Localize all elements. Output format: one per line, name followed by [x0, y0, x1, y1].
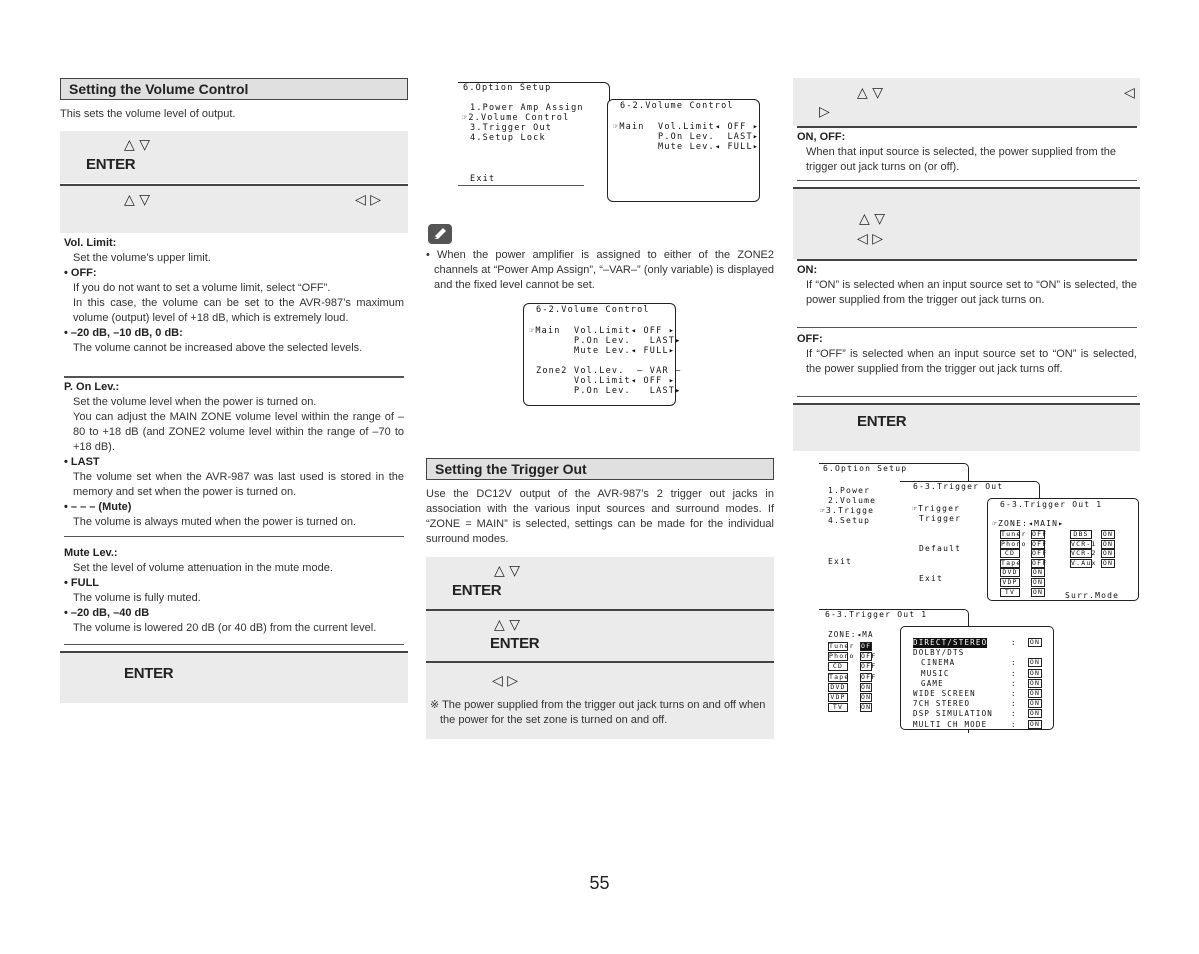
- source-state-box: ON: [1032, 578, 1044, 586]
- p-on-desc1: Set the volume level when the power is turned on.: [73, 396, 317, 408]
- volume-intro: This sets the volume level of output.: [60, 108, 236, 120]
- source-name-box: VDP: [1000, 578, 1020, 587]
- colon-separator: :: [1011, 658, 1017, 668]
- source-state-box: OFF: [861, 642, 877, 650]
- source-name-box: DVD: [828, 683, 848, 692]
- off-block: [797, 332, 1137, 377]
- enter-label: ENTER: [857, 413, 907, 430]
- screen-item: Vol.Limit◂ OFF ▸: [574, 326, 676, 336]
- surround-mode-label: MUSIC: [921, 668, 950, 678]
- surr-mode-label: Surr.Mode: [1065, 591, 1120, 600]
- mode-state-box: ON: [1029, 658, 1041, 667]
- colon-separator: :: [1011, 638, 1017, 647]
- enter-label: ENTER: [124, 665, 174, 682]
- screen-item: Mute Lev.◂ FULL▸: [658, 142, 760, 152]
- screen-item: 1.Power Amp Assign: [470, 103, 584, 113]
- off-desc: If “OFF” is selected when an input source set to “ON” is selected, the power supplied from the trigger out jack turns off.: [806, 348, 1137, 375]
- divider: [797, 180, 1137, 181]
- up-down-arrow-icon: △ ▽: [124, 137, 150, 153]
- colon-separator: :: [1011, 668, 1017, 678]
- source-state-box: ON: [861, 703, 872, 712]
- divider: [64, 644, 404, 645]
- p-on-mute-heading: • – – – (Mute): [64, 501, 132, 513]
- step-box-2: [60, 186, 408, 233]
- source-name-box: V.Aux: [1071, 558, 1097, 567]
- source-name-box: TV: [828, 703, 848, 712]
- source-state-box: OFF: [861, 652, 877, 661]
- source-state-box: ON: [1102, 539, 1114, 548]
- surround-mode-label: CINEMA: [921, 658, 956, 668]
- on-off-desc: When that input source is selected, the power supplied from the trigger out jack turns on (or off).: [806, 146, 1117, 173]
- surround-mode-screen: [900, 626, 1054, 730]
- section-title-volume-control: Setting the Volume Control: [60, 78, 408, 100]
- step-box-4: [426, 557, 774, 609]
- step-box-7: [793, 78, 1140, 126]
- source-state-box: ON: [1102, 549, 1114, 558]
- screen-item: Vol.Lev. – VAR –: [574, 366, 682, 376]
- on-off-block: [797, 130, 1137, 175]
- screen-item: ☞Main: [613, 122, 645, 132]
- mode-state-box: ON: [1029, 699, 1041, 708]
- up-down-arrow-icon: △ ▽: [859, 211, 885, 227]
- p-on-heading: P. On Lev.:: [64, 381, 120, 393]
- screen-exit: Exit: [470, 174, 496, 184]
- screen-item: P.On Lev. LAST▸: [574, 336, 682, 346]
- divider: [458, 185, 584, 186]
- vol-limit-desc: Set the volume's upper limit.: [73, 252, 211, 264]
- screen-title: 6-2.Volume Control: [536, 305, 650, 315]
- mute-lev-db-desc: The volume is lowered 20 dB (or 40 dB) from the current level.: [73, 622, 377, 634]
- source-name-box: DBS: [1070, 530, 1092, 539]
- trigger-intro: Use the DC12V output of the AVR-987’s 2 trigger out jacks in association with the various input sources and surround modes. If “ZONE = MAIN” is selected, settings can be made for the individual surround modes.: [426, 488, 774, 545]
- screen-item: Default: [919, 544, 962, 553]
- mode-state-box: ON: [1029, 719, 1041, 728]
- p-on-mute-desc: The volume is always muted when the power is turned on.: [73, 516, 357, 528]
- source-state-box: OFF: [1032, 539, 1048, 548]
- screen-item: P.On Lev. LAST▸: [658, 132, 760, 142]
- on-heading: ON:: [797, 264, 818, 276]
- screen-title: 6-3.Trigger Out: [913, 482, 1004, 491]
- up-down-arrow-icon: △ ▽: [857, 85, 883, 101]
- screen-exit: Exit: [828, 557, 853, 566]
- source-state-box: OFF: [1032, 549, 1048, 558]
- source-name-box: CD: [1000, 549, 1020, 558]
- step-box-1: [60, 131, 408, 183]
- source-name-box: DVD: [1000, 568, 1020, 577]
- screen-item: 4.Setup Lock: [470, 133, 546, 143]
- divider: [797, 259, 1137, 261]
- pencil-icon: [428, 224, 452, 244]
- screen-item: Vol.Limit◂ OFF ▸: [574, 376, 676, 386]
- vol-limit-heading: Vol. Limit:: [64, 237, 117, 249]
- step-box-9: [793, 405, 1140, 451]
- left-right-arrow-icon: ◁ ▷: [355, 192, 381, 208]
- trigger-out-1-screen: [987, 498, 1139, 601]
- page-number: 55: [589, 873, 610, 893]
- source-state-box: OFF: [1032, 530, 1048, 538]
- p-on-last-desc: The volume set when the AVR-987 was last used is stored in the memory and set when the power is turned on.: [73, 471, 404, 498]
- source-state-box: OFF: [861, 662, 877, 671]
- screen-title: 6.Option Setup: [463, 83, 552, 93]
- source-name-box: Phono: [1001, 539, 1027, 548]
- screen-item: 3.Trigger Out: [470, 123, 553, 133]
- mute-lev-heading: Mute Lev.:: [64, 547, 118, 559]
- colon-separator: :: [1011, 719, 1017, 729]
- screen-item: ☞2.Volume Control: [462, 113, 570, 123]
- left-right-arrow-icon: ◁ ▷: [492, 673, 518, 689]
- mode-state-box: ON: [1029, 638, 1041, 646]
- surround-mode-label: MULTI CH MODE: [913, 719, 988, 729]
- source-name-box: Tape: [1001, 558, 1022, 567]
- left-right-arrow-icon: ◁ ▷: [857, 231, 883, 247]
- right-arrow-icon: ▷: [819, 104, 830, 120]
- source-name-box: Tape: [829, 672, 850, 681]
- divider: [797, 327, 1137, 328]
- mode-state-box: ON: [1029, 678, 1041, 687]
- p-on-block: [64, 380, 404, 530]
- source-state-box: ON: [861, 693, 872, 701]
- colon-separator: :: [1011, 689, 1017, 698]
- vol-limit-off-line1: If you do not want to set a volume limit, select “OFF”.: [73, 282, 331, 294]
- mode-state-box: ON: [1029, 709, 1041, 718]
- source-state-box: ON: [1032, 568, 1044, 577]
- step-box-3: [60, 653, 408, 703]
- footnote: ※ The power supplied from the trigger out jack turns on and off when the power for the set zone is turned on and off.: [430, 699, 766, 726]
- on-off-heading: ON, OFF:: [797, 131, 846, 143]
- source-state-box: OFF: [861, 672, 877, 681]
- vol-limit-db-heading: • –20 dB, –10 dB, 0 dB:: [64, 327, 183, 339]
- note-text: • When the power amplifier is assigned to either of the ZONE2 channels at “Power Amp Assign”, “–VAR–” (only variable) is displayed and the fixed level cannot be set.: [426, 249, 774, 291]
- colon-separator: :: [1011, 678, 1017, 688]
- screen-zone: ZONE:◂MA: [828, 630, 874, 639]
- divider: [64, 376, 404, 378]
- source-state-box: ON: [1102, 558, 1114, 567]
- left-arrow-icon: ◁: [1124, 85, 1135, 101]
- volume-control-zone2-screen: [523, 303, 682, 406]
- source-name-box: Tuner: [1001, 530, 1027, 538]
- divider: [64, 536, 404, 537]
- off-heading: OFF:: [797, 333, 823, 345]
- volume-control-screen: [607, 99, 760, 202]
- mode-state-box: ON: [1029, 689, 1041, 697]
- vol-limit-off-line2: In this case, the volume can be set to the AVR-987’s maximum volume (output) level of +18 dB, which is extremely loud.: [73, 297, 404, 324]
- screen-item: P.On Lev. LAST▸: [574, 386, 682, 396]
- screen-item: ☞Trigger: [912, 504, 961, 513]
- mute-lev-full-heading: • FULL: [64, 577, 100, 589]
- mute-lev-block: [64, 546, 404, 636]
- colon-separator: :: [1011, 709, 1017, 719]
- colon-separator: :: [1011, 699, 1017, 709]
- screen-exit: Exit: [919, 574, 944, 583]
- source-name-box: TV: [1000, 588, 1020, 597]
- source-name-box: Phono: [829, 652, 855, 661]
- vol-limit-off-heading: • OFF:: [64, 267, 97, 279]
- divider: [797, 126, 1137, 128]
- source-name-box: VDP: [828, 693, 848, 702]
- source-name-box: VCR-1: [1071, 539, 1097, 548]
- mute-lev-db-heading: • –20 dB, –40 dB: [64, 607, 150, 619]
- step-box-5: [426, 611, 774, 661]
- surround-mode-label: 7CH STEREO: [913, 699, 971, 709]
- enter-label: ENTER: [490, 635, 540, 652]
- surround-mode-label: DOLBY/DTS: [913, 648, 965, 658]
- source-name-box: Tuner: [829, 642, 855, 650]
- mode-state-box: ON: [1029, 668, 1041, 677]
- screen-item: 1.Power: [828, 486, 871, 495]
- up-down-arrow-icon: △ ▽: [494, 617, 520, 633]
- mute-lev-desc: Set the level of volume attenuation in the mute mode.: [73, 562, 333, 574]
- vol-limit-db-desc: The volume cannot be increased above the selected levels.: [73, 342, 363, 354]
- screen-item: Mute Lev.◂ FULL▸: [574, 346, 676, 356]
- step-box-6: [426, 663, 774, 739]
- section-title-trigger-out: Setting the Trigger Out: [426, 458, 774, 480]
- enter-label: ENTER: [452, 582, 502, 599]
- surround-mode-label: DIRECT/STEREO: [913, 638, 988, 647]
- screen-title: 6-2.Volume Control: [620, 101, 734, 111]
- vol-limit-block: [64, 236, 404, 356]
- screen-item: ☞Main: [529, 326, 561, 336]
- surround-mode-label: WIDE SCREEN: [913, 689, 976, 698]
- screen-title: 6-3.Trigger Out 1: [1000, 500, 1103, 509]
- screen-item: Vol.Limit◂ OFF ▸: [658, 122, 760, 132]
- step-box-8: [793, 189, 1140, 259]
- screen-item: 2.Volume: [828, 496, 877, 505]
- source-name-box: CD: [828, 662, 848, 671]
- p-on-last-heading: • LAST: [64, 456, 100, 468]
- on-desc: If “ON” is selected when an input source set to “ON” is selected, the power supplied from the trigger out jack turns on.: [806, 279, 1137, 306]
- up-down-arrow-icon: △ ▽: [494, 563, 520, 579]
- option-setup-screen: [458, 82, 610, 186]
- surround-mode-label: GAME: [921, 678, 944, 688]
- up-down-arrow-icon: △ ▽: [124, 192, 150, 208]
- screen-item: Trigger: [919, 514, 962, 523]
- enter-label: ENTER: [86, 156, 136, 173]
- mute-lev-full-desc: The volume is fully muted.: [73, 592, 201, 604]
- screen-item: ☞3.Trigge: [820, 506, 875, 515]
- screen-item: Zone2: [536, 366, 568, 376]
- source-state-box: ON: [1102, 530, 1114, 538]
- source-state-box: ON: [861, 682, 872, 691]
- p-on-desc2: You can adjust the MAIN ZONE volume level within the range of –80 to +18 dB (and ZONE2 volume level within the range of –70 to +18 dB).: [73, 411, 404, 453]
- screen-zone: ☞ZONE:◂MAIN▸: [992, 519, 1065, 528]
- source-state-box: OFF: [1032, 558, 1048, 567]
- on-block: [797, 263, 1137, 308]
- screen-title: 6-3.Trigger Out 1: [825, 610, 928, 619]
- source-name-box: VCR-2: [1071, 549, 1097, 558]
- divider: [797, 396, 1137, 397]
- source-state-box: ON: [1032, 587, 1044, 596]
- surround-mode-label: DSP SIMULATION: [913, 709, 994, 719]
- screen-title: 6.Option Setup: [823, 464, 908, 473]
- screen-item: 4.Setup: [828, 516, 871, 525]
